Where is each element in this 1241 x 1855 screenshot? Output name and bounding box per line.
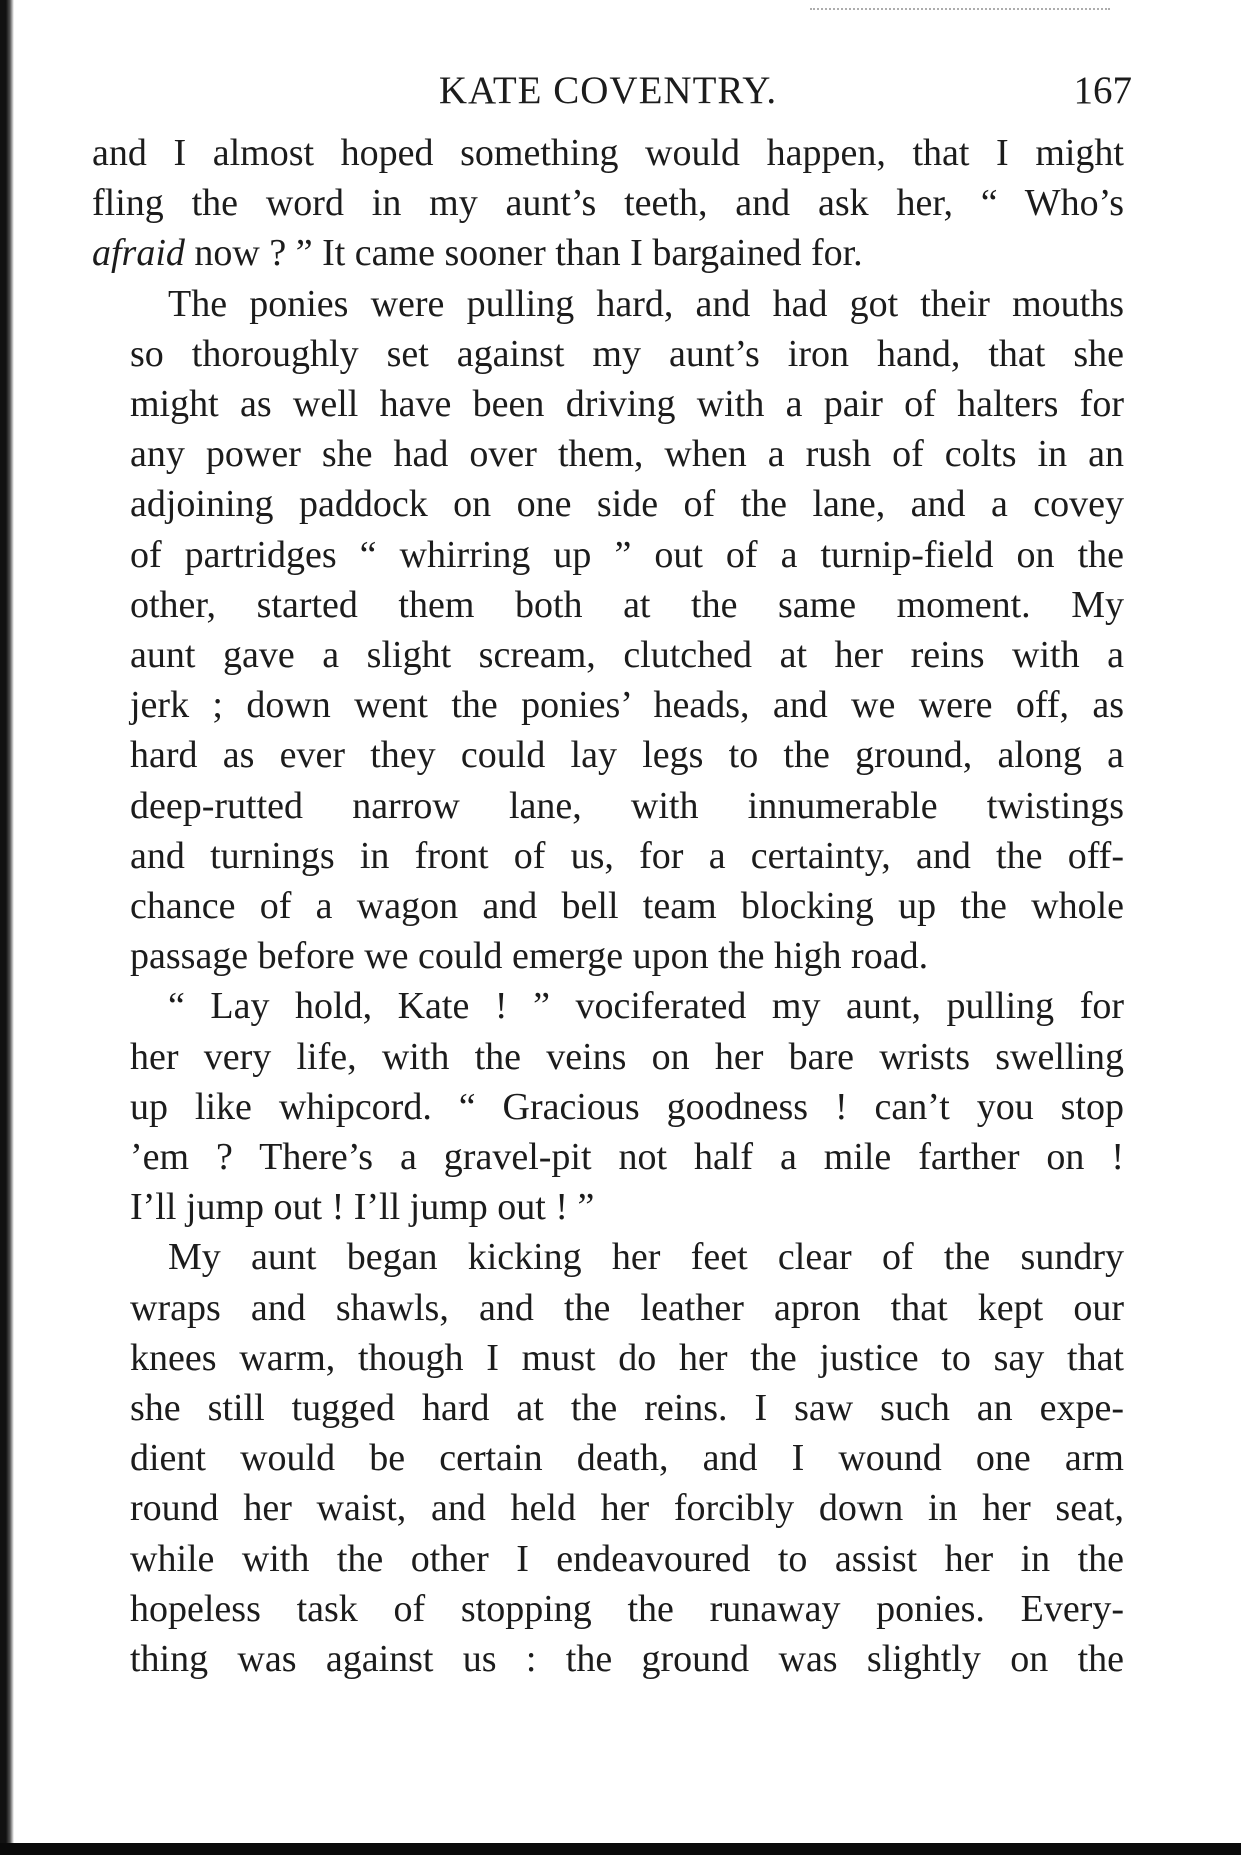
text-line: of partridges “ whirring up ” out of a turnip-field on the <box>130 533 1124 576</box>
text-line: round her waist, and held her forcibly down in her seat, <box>130 1487 1124 1530</box>
running-head <box>92 68 1132 128</box>
text-line: passage before we could emerge upon the high road. <box>130 935 929 978</box>
scan-top-specks <box>810 8 1110 16</box>
paragraph <box>92 981 1124 1232</box>
text-line: she still tugged hard at the reins. I saw such an expe- <box>130 1387 1124 1430</box>
text-line: her very life, with the veins on her bare wrists swelling <box>130 1035 1124 1078</box>
paragraph <box>92 1232 1124 1684</box>
text-line: wraps and shawls, and the leather apron that kept our <box>130 1286 1124 1329</box>
italic-word: afraid <box>92 232 185 275</box>
scan-bottom-edge <box>0 1843 1241 1855</box>
text-line: while with the other I endeavoured to assist her in the <box>130 1537 1124 1580</box>
text-line: fling the word in my aunt’s teeth, and ask her, “ Who’s <box>92 182 1124 225</box>
text-line: other, started them both at the same moment. My <box>130 583 1124 626</box>
body-text <box>92 128 1124 1684</box>
text-line: ’em ? There’s a gravel-pit not half a mile farther on ! <box>130 1136 1124 1179</box>
text-line: My aunt began kicking her feet clear of the sundry <box>168 1236 1124 1279</box>
text-line: aunt gave a slight scream, clutched at her reins with a <box>130 634 1124 677</box>
text-line: The ponies were pulling hard, and had got their mouths <box>168 282 1124 325</box>
text-line: any power she had over them, when a rush of colts in an <box>130 433 1124 476</box>
text-line <box>92 228 1124 278</box>
text-line: knees warm, though I must do her the justice to say that <box>130 1336 1124 1379</box>
text-line: might as well have been driving with a pair of halters for <box>130 383 1124 426</box>
book-page <box>92 68 1132 1684</box>
paragraph <box>92 128 1124 279</box>
text-line: and turnings in front of us, for a certainty, and the off- <box>130 834 1124 877</box>
text-line: so thoroughly set against my aunt’s iron hand, that she <box>130 332 1124 375</box>
text-line-rest: now ? ” It came sooner than I bargained for. <box>184 232 863 275</box>
text-line: dient would be certain death, and I wound one arm <box>130 1437 1124 1480</box>
text-line: up like whipcord. “ Gracious goodness ! can’t you stop <box>130 1085 1124 1128</box>
text-line: and I almost hoped something would happen, that I might <box>92 132 1124 174</box>
text-line: chance of a wagon and bell team blocking up the whole <box>130 885 1124 928</box>
text-line: hopeless task of stopping the runaway ponies. Every- <box>130 1587 1124 1630</box>
text-line: jerk ; down went the ponies’ heads, and we were off, as <box>130 684 1124 727</box>
text-line: I’ll jump out ! I’ll jump out ! ” <box>130 1186 595 1229</box>
paragraph <box>92 279 1124 982</box>
text-line: thing was against us : the ground was slightly on the <box>130 1638 1124 1681</box>
scan-left-edge <box>0 0 14 1855</box>
text-line: deep-rutted narrow lane, with innumerable twistings <box>130 784 1124 827</box>
text-line: adjoining paddock on one side of the lane, and a covey <box>130 483 1124 526</box>
running-title: KATE COVENTRY. <box>438 69 778 112</box>
page-number: 167 <box>1073 69 1132 112</box>
text-line: hard as ever they could lay legs to the ground, along a <box>130 734 1124 777</box>
text-line: “ Lay hold, Kate ! ” vociferated my aunt, pulling for <box>168 985 1124 1028</box>
